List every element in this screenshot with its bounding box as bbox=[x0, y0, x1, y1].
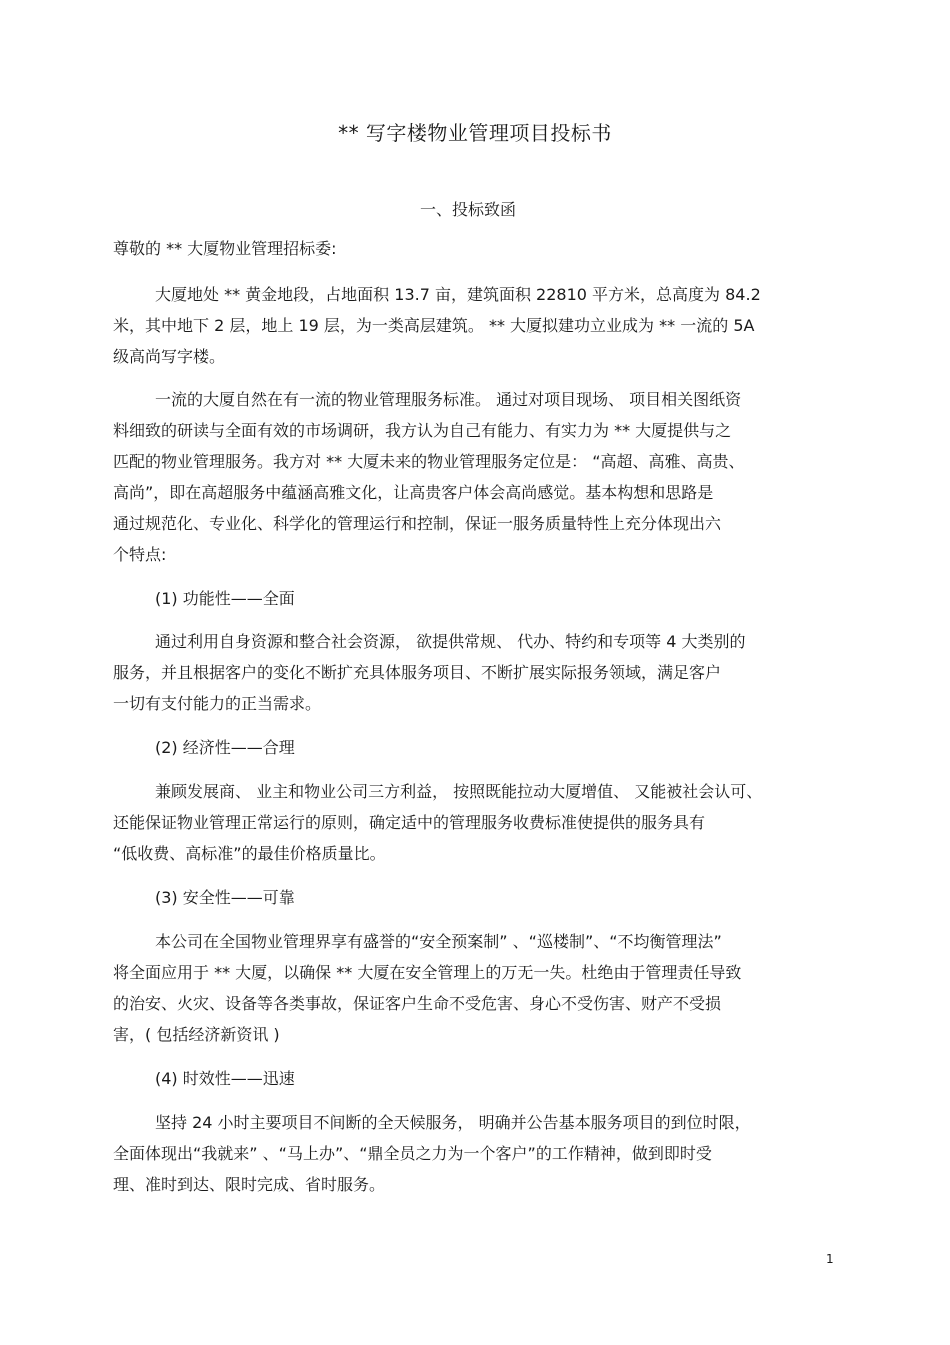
text-line: “低收费、高标准”的最佳价格质量比。 bbox=[113, 844, 386, 863]
text-line: 通过利用自身资源和整合社会资源， 欲提供常规、 代办、特约和专项等 4 大类别的 bbox=[155, 632, 746, 651]
text-line: 个特点: bbox=[113, 545, 167, 564]
greeting: 尊敬的 ** 大厦物业管理招标委: bbox=[113, 239, 337, 258]
text-line: 服务，并且根据客户的变化不断扩充具体服务项目、不断扩展实际报务领域，满足客户 bbox=[113, 663, 722, 682]
text-line: 一流的大厦自然在有一流的物业管理服务标准。 通过对项目现场、 项目相关图纸资 bbox=[155, 390, 742, 409]
text-line: 的治安、火灾、设备等各类事故，保证客户生命不受危害、身心不受伤害、财产不受损 bbox=[113, 994, 722, 1013]
text-line: 米，其中地下 2 层，地上 19 层，为一类高层建筑。 ** 大厦拟建功立业成为 ** 一流的 5A bbox=[113, 316, 755, 335]
text-line: 坚持 24 小时主要项目不间断的全天候服务， 明确并公告基本服务项目的到位时限， bbox=[155, 1113, 751, 1132]
text-line: 全面体现出“我就来” 、“马上办”、“鼎全员之力为一个客户”的工作精神，做到即时受 bbox=[113, 1144, 712, 1163]
text-line: 本公司在全国物业管理界享有盛誉的“安全预案制” 、“巡楼制”、“不均衡管理法” bbox=[155, 932, 722, 951]
text-line: 级高尚写字楼。 bbox=[113, 347, 226, 366]
text-line: 将全面应用于 ** 大厦，以确保 ** 大厦在安全管理上的万无一失。杜绝由于管理责任导致 bbox=[113, 963, 742, 982]
list-heading: (1) 功能性——全面 bbox=[155, 589, 295, 608]
text-line: 高尚”，即在高超服务中蕴涵高雅文化，让高贵客户体会高尚感觉。基本构想和思路是 bbox=[113, 483, 714, 502]
text-line: 还能保证物业管理正常运行的原则，确定适中的管理服务收费标准使提供的服务具有 bbox=[113, 813, 706, 832]
document-title: ** 写字楼物业管理项目投标书 bbox=[338, 121, 612, 145]
text-line: 兼顾发展商、 业主和物业公司三方利益， 按照既能拉动大厦增值、 又能被社会认可、 bbox=[155, 782, 763, 801]
text-line: 理、准时到达、限时完成、省时服务。 bbox=[113, 1175, 386, 1194]
section-heading: 一、投标致函 bbox=[420, 200, 517, 219]
text-line: 害，( 包括经济新资讯 ) bbox=[113, 1025, 280, 1044]
text-line: 通过规范化、专业化、科学化的管理运行和控制，保证一服务质量特性上充分体现出六 bbox=[113, 514, 722, 533]
text-line: 料细致的研读与全面有效的市场调研，我方认为自己有能力、有实力为 ** 大厦提供与之 bbox=[113, 421, 732, 440]
text-line: 一切有支付能力的正当需求。 bbox=[113, 694, 322, 713]
list-heading: (2) 经济性——合理 bbox=[155, 738, 295, 757]
text-line: 大厦地处 ** 黄金地段，占地面积 13.7 亩，建筑面积 22810 平方米，总高度为 84.2 bbox=[155, 285, 761, 304]
list-heading: (4) 时效性——迅速 bbox=[155, 1069, 295, 1088]
list-heading: (3) 安全性——可靠 bbox=[155, 888, 295, 907]
page-number: 1 bbox=[826, 1252, 834, 1266]
text-line: 匹配的物业管理服务。我方对 ** 大厦未来的物业管理服务定位是： “高超、高雅、高贵、 bbox=[113, 452, 745, 471]
